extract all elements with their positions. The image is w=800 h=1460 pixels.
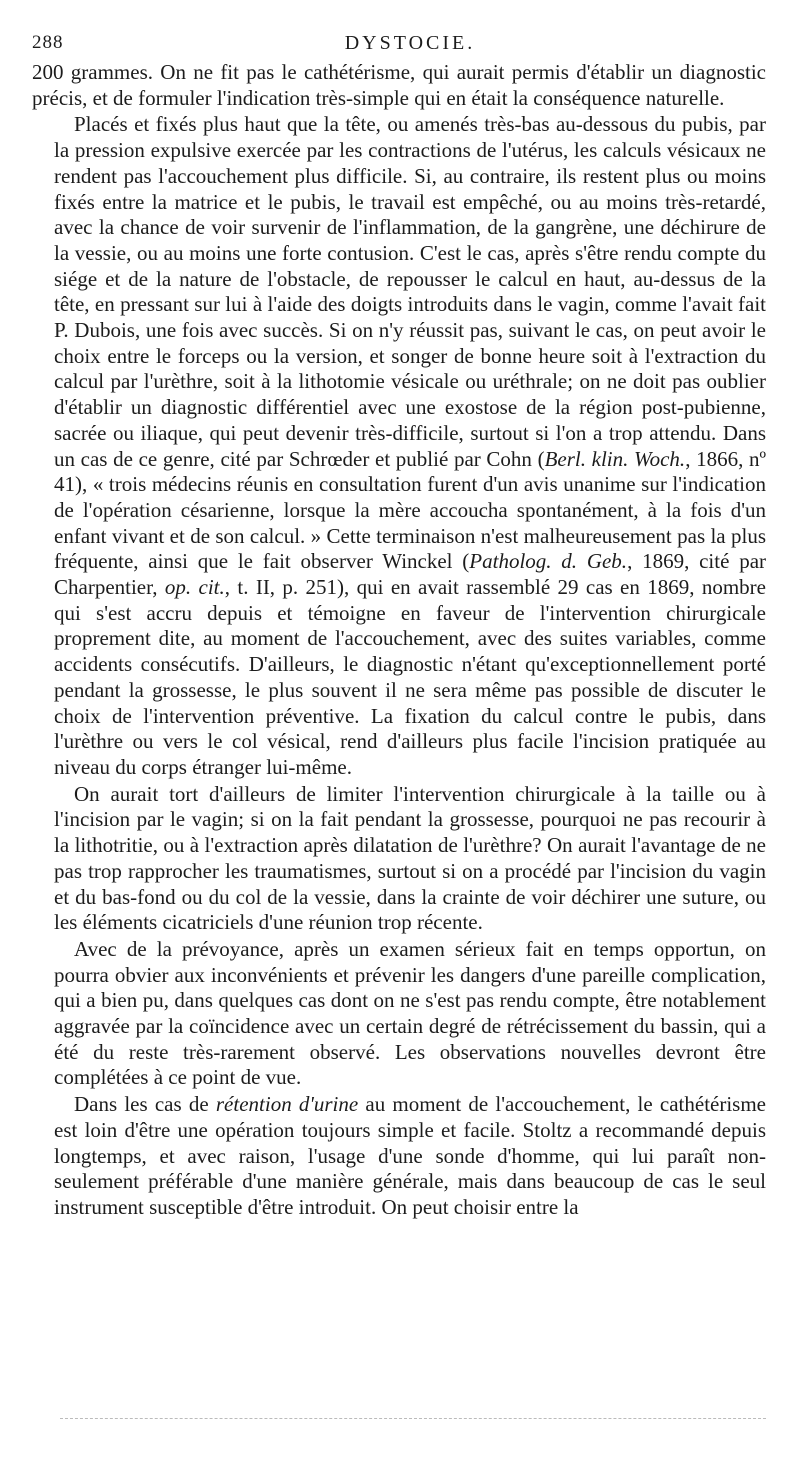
page-header	[32, 30, 766, 60]
text-run: Dans les cas de	[74, 1092, 216, 1117]
text-run: , 1866, nº 41), « trois médecins réunis en consultation furent d'un avis unanime sur l'indication de l'opération césarienne, lorsque la mère accoucha spontanément, à la fois d'un enfant vivant et de son calcul. » Cette terminaison n'est malheureusement pas la plus fréquente, ainsi que le fait observer Winckel (	[54, 446, 767, 574]
text-run: Placés et fixés plus haut que la tête, ou amenés très-bas au-dessous du pubis, par la pression expulsive exercée par les contractions de l'utérus, les calculs vésicaux ne rendent pas l'accouchement plus difficile. Si, au contraire, ils restent plus ou moins fixés entre la matrice et le pubis, le travail est empêché, ou au moins très-retardé, avec la chance de voir survenir de l'inflammation, de la gangrène, une déchirure de la vessie, ou au moins une forte contusion. C'est le cas, après s'être rendu compte du siége et de la nature de l'obstacle, de repousser le calcul en haut, au-dessus de la tête, en pressant sur lui à l'aide des doigts introduits dans le vagin, comme l'avait fait P. Dubois, une fois avec succès. Si on n'y réussit pas, suivant le cas, on peut avoir le choix entre le forceps ou la version, et songer de bonne heure soit à l'extraction du calcul par l'urèthre, soit à la lithotomie vésicale ou uréthrale; on ne doit pas oublier d'établir un diagnostic différentiel avec une exostose de la région post-pubienne, sacrée ou iliaque, qui peut devenir très-difficile, surtout si l'on a trop attendu. Dans un cas de ce genre, cité par Schrœder et publié par Cohn (	[54, 112, 766, 471]
text-run: On aurait tort d'ailleurs de limiter l'intervention chirurgicale à la taille ou à l'incision par le vagin; si on la fait pendant la grossesse, pourquoi ne pas recourir à la lithotritie, ou à l'extraction après dilatation de l'urèthre? On aurait l'avantage de ne pas trop rapprocher les traumatismes, surtout si on a procédé par l'incision du vagin et du bas-fond ou du col de la vessie, dans la crainte de voir déchirer une suture, ou les éléments cicatriciels d'une réunion trop récente.	[54, 781, 766, 935]
running-title: DYSTOCIE.	[344, 32, 476, 54]
book-page	[32, 30, 767, 1221]
paragraph	[54, 112, 766, 780]
italic-citation: Patholog. d. Geb.	[469, 549, 628, 574]
italic-citation: rétention d'urine	[215, 1092, 359, 1117]
paragraph	[54, 1092, 766, 1221]
text-run: , 1869, cité par Charpentier,	[54, 549, 767, 600]
text-run: Avec de la prévoyance, après un examen sérieux fait en temps opportun, on pourra obvier aux inconvénients et prévenir les dangers d'une pareille complication, qui a bien pu, dans quelques cas dont on ne s'est pas rendu compte, être notablement aggravée par la coïncidence avec un certain degré de rétrécissement du bassin, qui a été du reste très-rarement observé. Les observations nouvelles devront être complétées à ce point de vue.	[54, 936, 766, 1090]
page-body	[32, 60, 767, 1221]
italic-citation: Berl. klin. Woch.	[544, 446, 686, 471]
italic-citation: op. cit.	[164, 575, 225, 600]
bottom-rule	[60, 1418, 766, 1420]
paragraph	[54, 782, 766, 936]
text-run: , t. II, p. 251), qui en avait rassemblé 29 cas en 1869, nombre qui s'est accru depuis et témoigne en faveur de l'intervention chirurgicale proprement dite, au moment de l'accouchement, avec des suites variables, comme accidents consécutifs. D'ailleurs, le diagnostic n'étant qu'exceptionnellement porté pendant la grossesse, le plus souvent il ne sera même pas possible de discuter le choix de l'intervention préventive. La fixation du calcul contre le pubis, dans l'urèthre ou vers le col vésical, rend d'ailleurs plus facile l'incision pratiquée au niveau du corps étranger lui-même.	[54, 575, 766, 779]
paragraph	[32, 60, 766, 111]
text-run: au moment de l'accouchement, le cathétérisme est loin d'être une opération toujours simple et facile. Stoltz a recommandé depuis longtemps, et avec raison, l'usage d'une sonde d'homme, qui lui paraît non-seulement préférable d'une manière générale, mais dans beaucoup de cas le seul instrument susceptible d'être introduit. On peut choisir entre la	[54, 1092, 767, 1219]
page-number: 288	[32, 32, 64, 53]
text-run: 200 grammes. On ne fit pas le cathétérisme, qui aurait permis d'établir un diagnostic précis, et de formuler l'indication très-simple qui en était la conséquence naturelle.	[32, 60, 766, 110]
paragraph	[54, 937, 766, 1091]
